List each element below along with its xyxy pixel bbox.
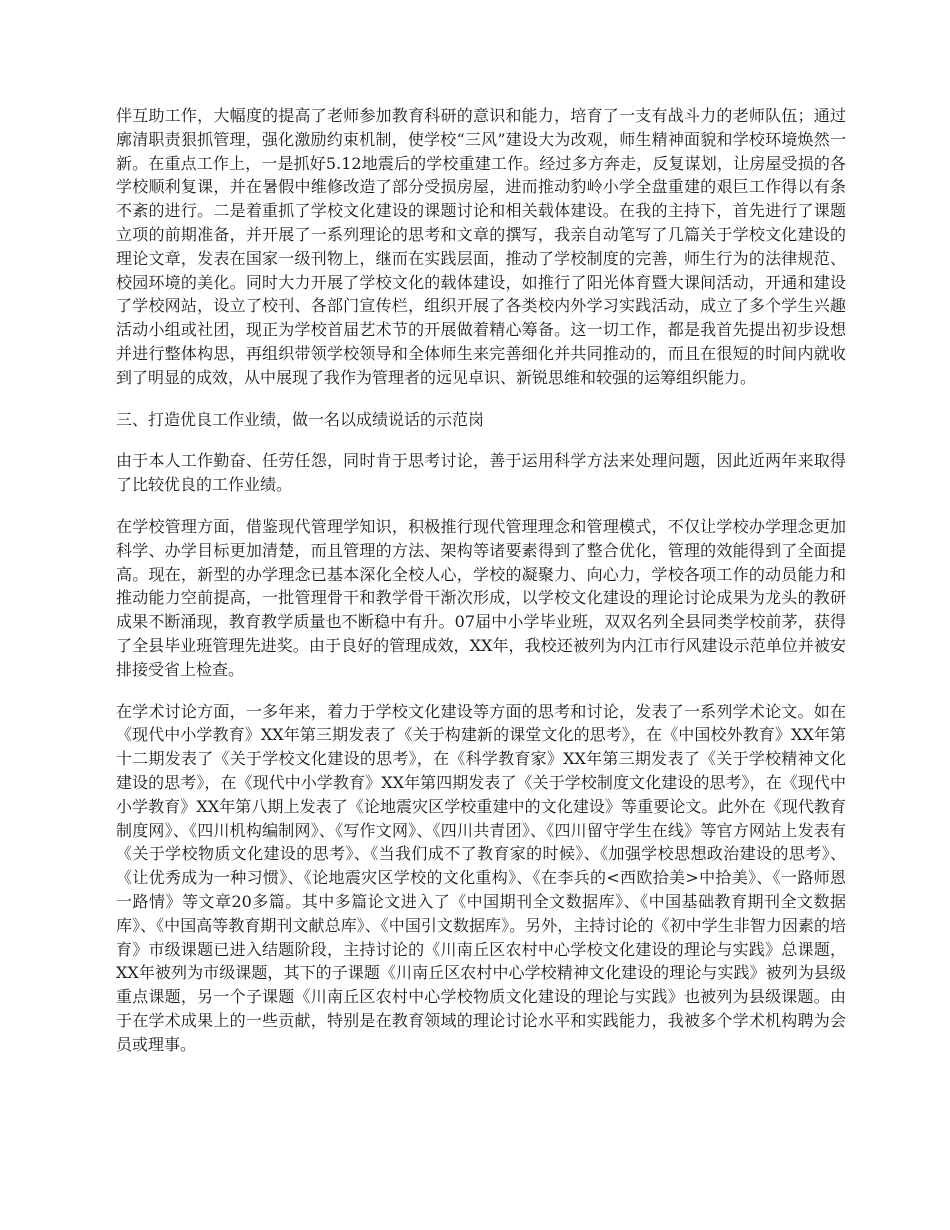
paragraph-work-performance-intro: 由于本人工作勤奋、任劳任怨，同时肯于思考讨论，善于运用科学方法来处理问题，因此近两年来取得了比较优良的工作业绩。 bbox=[116, 451, 846, 495]
paragraph-gap bbox=[116, 431, 846, 449]
paragraph-school-management: 在学校管理方面，借鉴现代管理学知识，积极推行现代管理理念和管理模式，不仅让学校办学理念更加科学、办学目标更加清楚，而且管理的方法、架构等诸要素得到了整合优化，管理的效能得到了全面提高。现在，新型的办学理念已基本深化全校人心，学校的凝聚力、向心力，学校各项工作的动员能力和推动能力空前提高，一批管理骨干和教学骨干渐次形成，以学校文化建设的理论讨论成果为龙头的教研成果不断涌现，教育教学质量也不断稳中有升。07届中小学毕业班，双双名列全县同类学校前茅，获得了全县毕业班管理先进奖。由于良好的管理成效，XX年，我校还被列为内江市行风建设示范单位并被安排接受省上检查。 bbox=[116, 516, 846, 679]
section-heading-three: 三、打造优良工作业绩，做一名以成绩说话的示范岗 bbox=[116, 409, 485, 429]
paragraph-gap bbox=[116, 390, 846, 408]
paragraph-school-culture-work: 伴互助工作，大幅度的提高了老师参加教育科研的意识和能力，培育了一支有战斗力的老师队伍；通过廓清职责狠抓管理，强化激励约束机制，使学校“三风”建设大为改观，师生精神面貌和学校环境焕然一新。在重点工作上，一是抓好5.12地震后的学校重建工作。经过多方奔走，反复谋划，让房屋受损的各学校顺利复课，并在暑假中维修改造了部分受损房屋，进而推动豹岭小学全盘重建的艰巨工作得以有条不紊的进行。二是着重抓了学校文化建设的课题讨论和相关载体建设。在我的主持下，首先进行了课题立项的前期准备，并开展了一系列理论的思考和文章的撰写，我亲自动笔写了几篇关于学校文化建设的理论文章，发表在国家一级刊物上，继而在实践层面，推动了学校制度的完善，师生行为的法律规范、校园环境的美化。同时大力开展了学校文化的载体建设，如推行了阳光体育暨大课间活动，开通和建设了学校网站，设立了校刊、各部门宣传栏，组织开展了各类校内外学习实践活动，成立了多个学生兴趣活动小组或社团，现正为学校首届艺术节的开展做着精心筹备。这一切工作，都是我首先提出初步设想并进行整体构思，再组织带领学校领导和全体师生来完善细化并共同推动的，而且在很短的时间内就收到了明显的成效，从中展现了我作为管理者的远见卓识、新锐思维和较强的运筹组织能力。 bbox=[116, 106, 846, 387]
paragraph-academic-research: 在学术讨论方面，一多年来，着力于学校文化建设等方面的思考和讨论，发表了一系列学术论文。如在《现代中小学教育》XX年第三期发表了《关于构建新的课堂文化的思考》，在《中国校外教育》XX年第十二期发表了《关于学校文化建设的思考》，在《科学教育家》XX年第三期发表了《关于学校精神文化建设的思考》，在《现代中小学教育》XX年第四期发表了《关于学校制度文化建设的思考》，在《现代中小学教育》XX年第八期上发表了《论地震灾区学校重建中的文化建设》等重要论文。此外在《现代教育制度网》、《四川机构编制网》、《写作文网》、《四川共青团》、《四川留守学生在线》等官方网站上发表有《关于学校物质文化建设的思考》、《当我们成不了教育家的时候》、《加强学校思想政治建设的思考》、《让优秀成为一种习惯》、《论地震灾区学校的文化重构》、《在李兵的<西欧拾美>中拾美》、《一路师恩一路情》等文章20多篇。其中多篇论文进入了《中国期刊全文数据库》、《中国基础教育期刊全文数据库》、《中国高等教育期刊文献总库》、《中国引文数据库》。另外，主持讨论的《初中学生非智力因素的培育》市级课题已进入结题阶段，主持讨论的《川南丘区农村中心学校文化建设的理论与实践》总课题，XX年被列为市级课题，其下的子课题《川南丘区农村中心学校精神文化建设的理论与实践》被列为县级重点课题，另一个子课题《川南丘区农村中心学校物质文化建设的理论与实践》也被列为县级课题。由于在学术成果上的一些贡献，特别是在教育领域的理论讨论水平和实践能力，我被多个学术机构聘为会员或理事。 bbox=[116, 701, 846, 1054]
document-page bbox=[116, 104, 846, 1056]
paragraph-gap bbox=[116, 682, 846, 700]
paragraph-gap bbox=[116, 497, 846, 515]
